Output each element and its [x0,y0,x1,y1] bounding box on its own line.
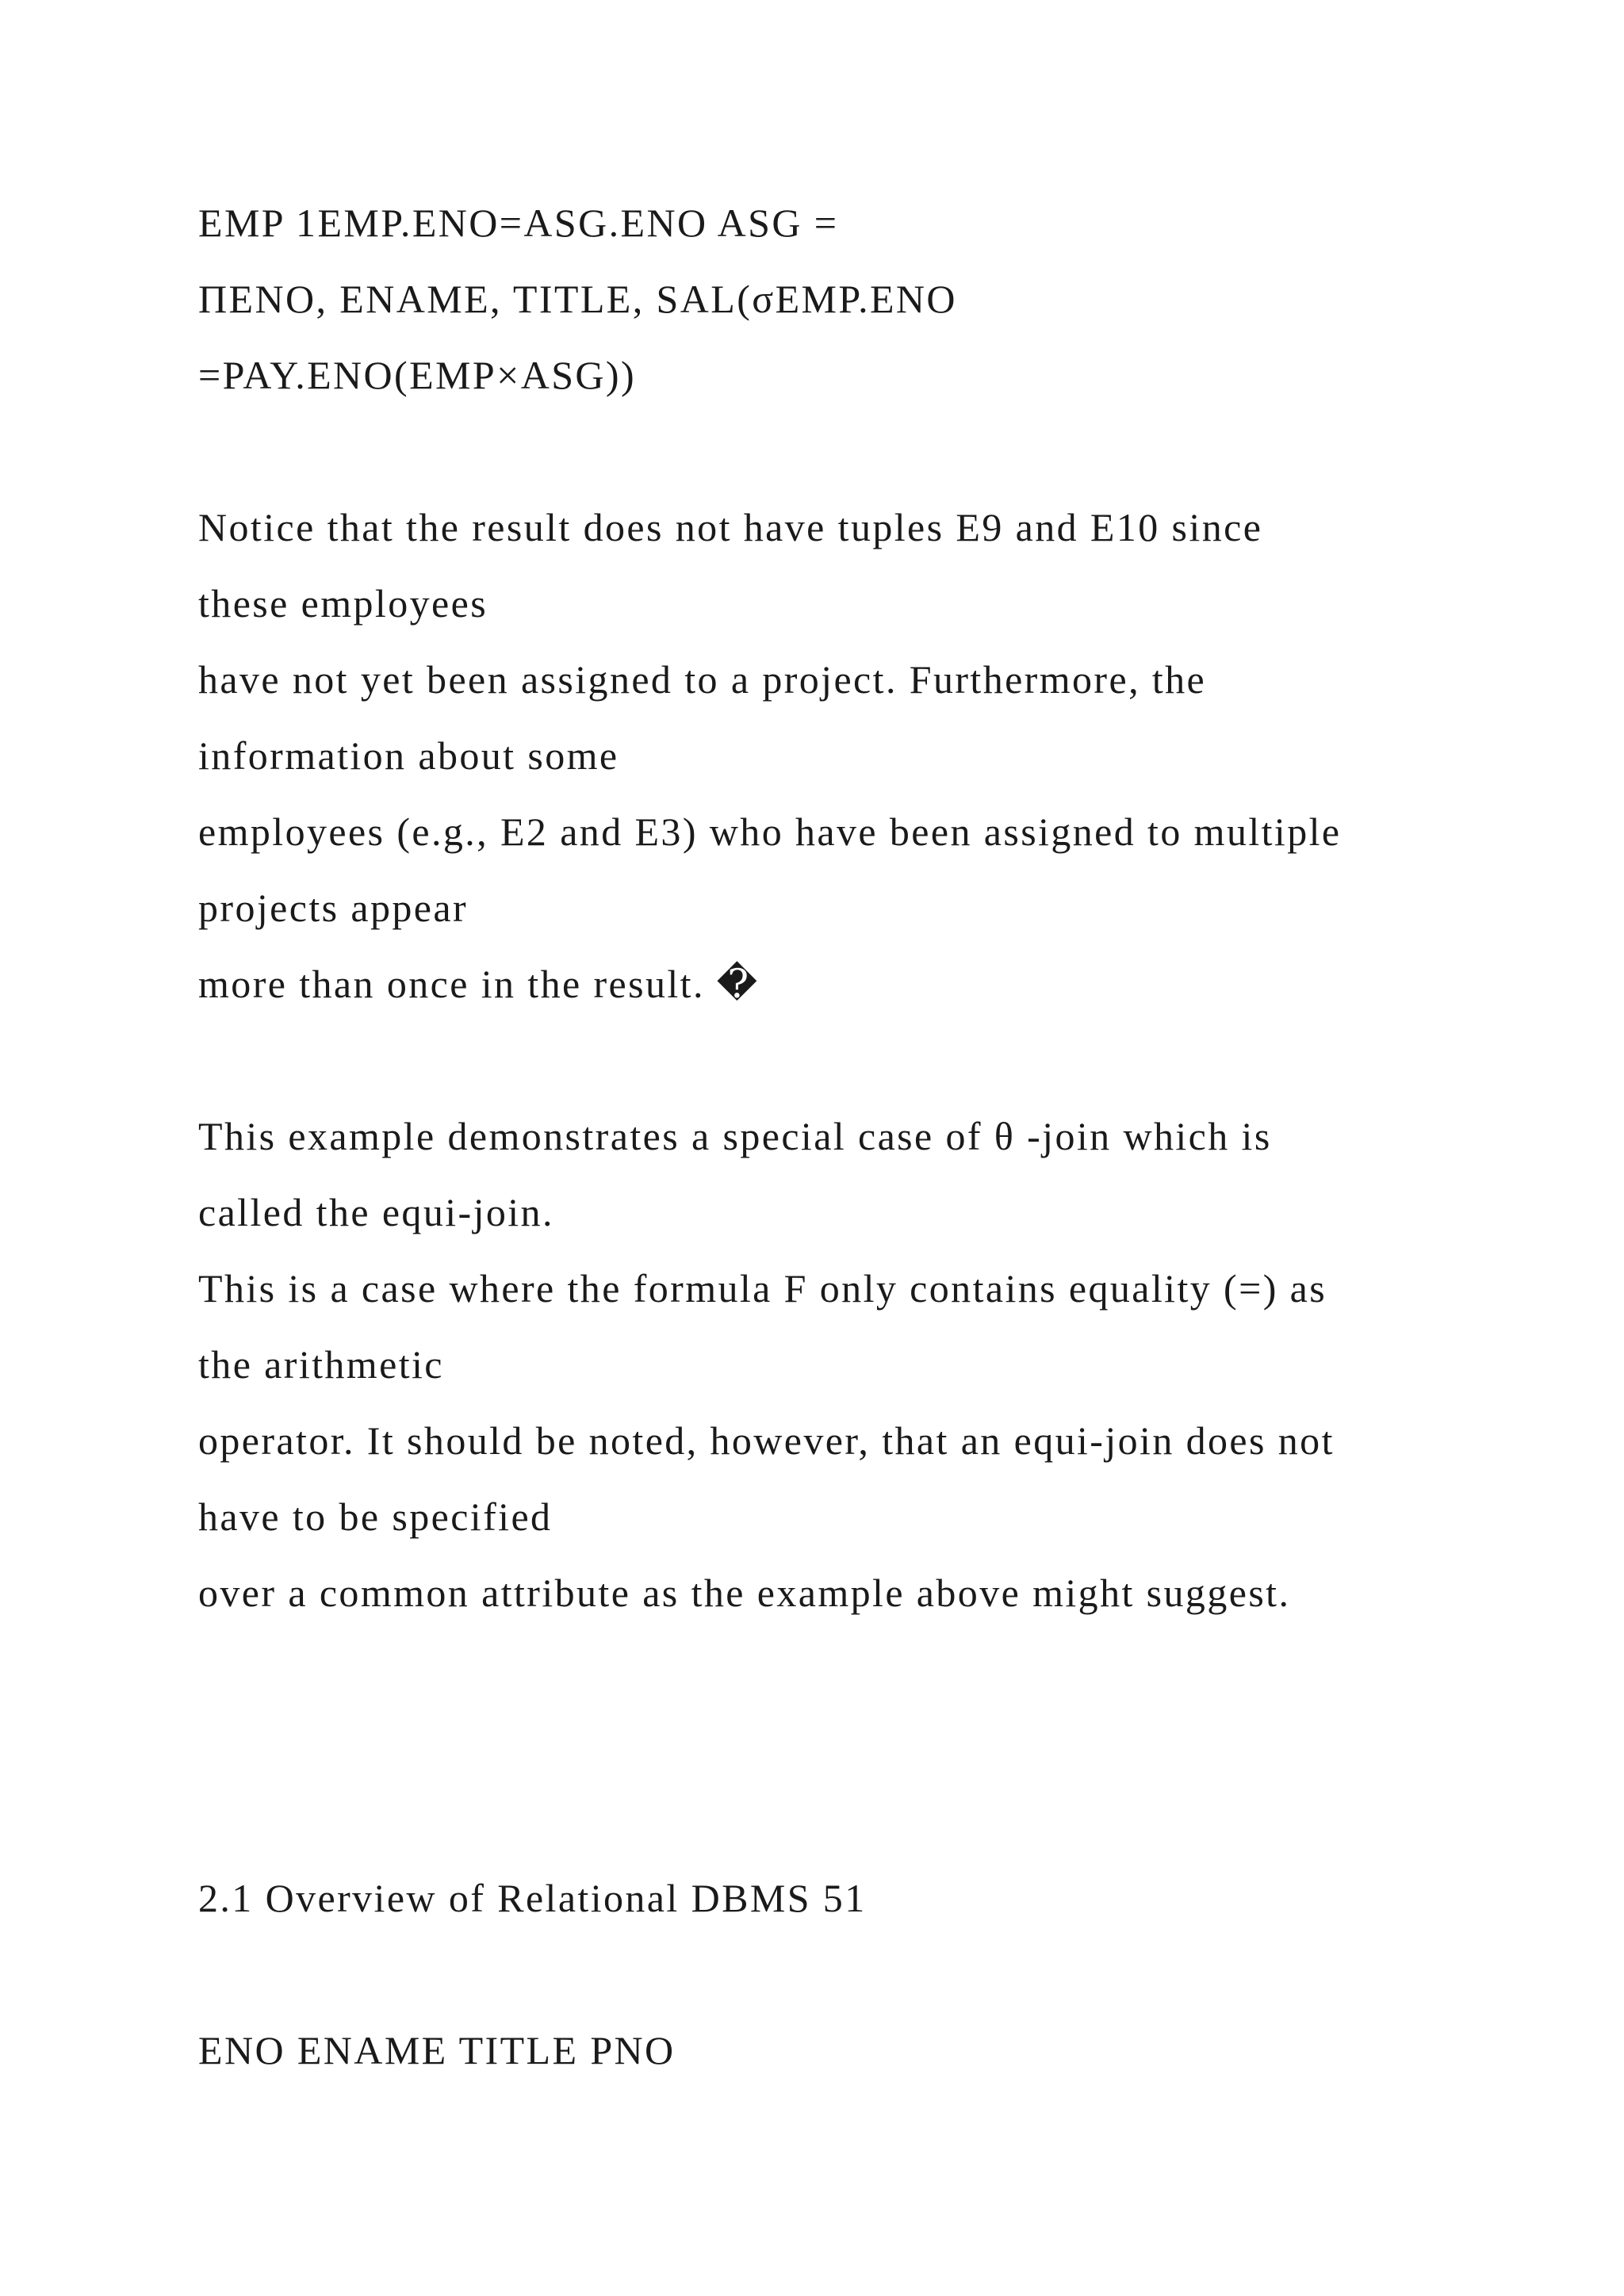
paragraph-line: Notice that the result does not have tuples E9 and E10 since [198,505,1263,549]
paragraph-line: information about some [198,733,619,778]
formula-line: EMP 1EMP.ENO=ASG.ENO ASG = [198,201,839,245]
page-header: 2.1 Overview of Relational DBMS 51 [198,1876,867,1920]
paragraph-line: have to be specified [198,1494,553,1539]
paragraph-line: these employees [198,581,488,626]
formula-line: ΠENO, ENAME, TITLE, SAL(σEMP.ENO [198,277,957,321]
paragraph-line: operator. It should be noted, however, that an equi-join does not [198,1418,1335,1463]
paragraph-line: the arithmetic [198,1342,444,1387]
paragraph-line: called the equi-join. [198,1190,554,1234]
paragraph-line: projects appear [198,886,469,930]
paragraph-line: more than once in the result. � [198,962,760,1006]
paragraph-line: This is a case where the formula F only contains equality (=) as [198,1266,1327,1311]
formula-line: =PAY.ENO(EMP×ASG)) [198,353,637,397]
paragraph-line: have not yet been assigned to a project. Furthermore, the [198,657,1207,702]
paragraph-line: over a common attribute as the example above might suggest. [198,1571,1291,1615]
table-header: ENO ENAME TITLE PNO [198,2028,676,2072]
paragraph-line: This example demonstrates a special case of θ -join which is [198,1114,1272,1158]
paragraph-line: employees (e.g., E2 and E3) who have been assigned to multiple [198,809,1342,854]
